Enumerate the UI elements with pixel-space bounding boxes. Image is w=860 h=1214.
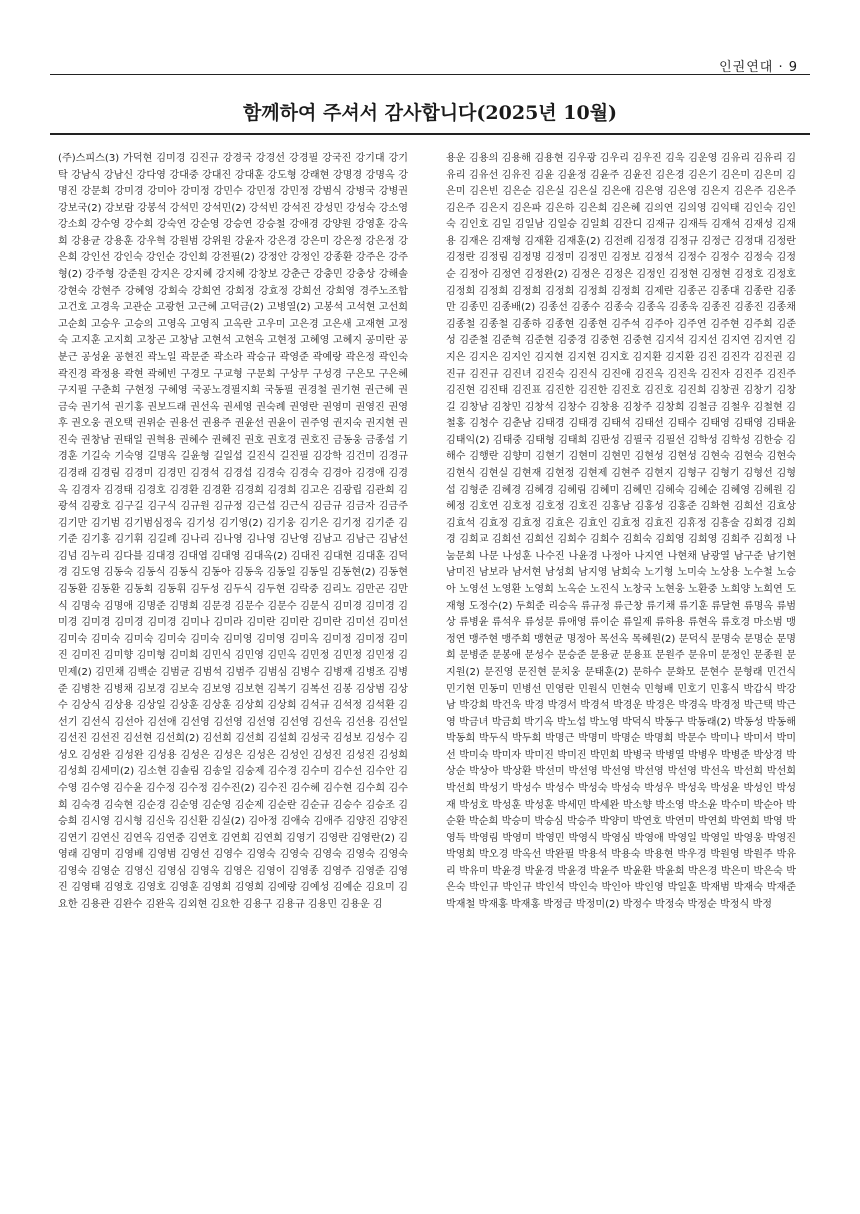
page-header: 인권연대 · 9 — [719, 60, 798, 75]
page-title: 함께하여 주셔서 감사합니다(2025년 10월) — [242, 102, 618, 124]
donor-list-left-column: (주)스피스(3) 가덕현 김미경 김진규 강경국 강경선 강경필 강국진 강기대 강기탁 강남식 강남신 강다영 강대중 강대진 강대훈 강도형 강래현 강명경 강명옥 강명진 강문회 강미경 강미아 강미정 강민수 강민정 강민정 강범식 강병국 강병권 강보국(2) 강보람 강봉석 강석민 강석민(2) 강석빈 강석진 강성민 강성숙 강소영 강소희 강수영 강수희 강숙연 강순영 강승연 강승철 강애경 강양원 강영훈 강옥희 강용균 강용훈 강우혁 강원범 강위원 강윤자 강은경 강은미 강은정 강은정 강은희 강인선 강인숙 강인순 강인회 강전필(2) 강정안 강정인 강종환 강주은 강주형(2) 강주형 강준원 강지은 강지혜 강지혜 강창보 강춘근 강충민 강충상 강해솔 강현숙 강현주 강혜영 강회숙 강희연 강희정 강효정 강희선 강희영 경주노조합 고건호 고경욱 고관순 고광헌 고근혜 고덕금(2) 고병열(2) 고봉석 고석현 고선희 고순희 고승우 고승의 고영옥 고영직 고옥란 고우미 고은경 고은새 고재현 고정숙 고지훈 고지희 고창곤 고창남 고현석 고현옥 고현정 고혜영 고혜지 공미란 공분근 공성윤 공현진 곽노일 곽문준 곽소라 곽승규 곽영준 곽예랑 곽은정 곽인숙 곽진경 곽정용 곽현 곽혜빈 구경모 구교형 구문회 구상무 구성경 구은모 구은혜 구지필 구춘희 구현정 구혜영 국공노경필지회 국동필 권경철 권기현 권근혜 권금숙 권기석 권기홍 권보드래 권선옥 권세영 권숙례 권영란 권영미 권영진 권영후 권오웅 권오택 권위순 권용선 권용주 권윤선 권윤이 권주영 권지숙 권지현 권진숙 권창남 권태일 권혁용 권혜수 권혜진 권호 권호경 권호진 금동웅 금종섭 기경훈 기길숙 기숙영 길명옥 길윤형 길일섭 길진식 길진필 김강학 김건미 김경규 김경래 김경림 김경미 김경민 김경석 김경섭 김경숙 김경숙 김경아 김경애 김경옥 김경자 김경태 김경호 김경환 김경환 김경희 김경희 김고은 김광립 김관희 김광석 김광호 김구길 김구식 김규원 김규정 김근섭 김근식 김금규 김금자 김금주 김기만 김기범 김기범심정옥 김기성 김기영(2) 김기웅 김기은 김기정 김기준 김기준 김기홍 김기휘 김길례 김나리 김나영 김나영 김난영 김남고 김남근 김남선 김넘 김누리 김다블 김대경 김대엽 김대영 김대옥(2) 김대진 김대현 김대훈 김덕경 김도영 김동숙 김동식 김동식 김동아 김동욱 김동일 김동일 김동현(2) 김동현 김동환 김동환 김동회 김동휘 김두성 김두식 김두현 김락중 김리노 김만곤 김만식 김명숙 김명애 김명준 김명희 김문경 김문수 김문수 김문식 김미경 김미경 김미경 김미경 김미경 김미경 김미나 김미라 김미란 김미란 김미란 김미선 김미선 김미숙 김미숙 김미숙 김미숙 김미숙 김미영 김미영 김미옥 김미정 김미정 김미진 김미진 김미향 김미형 김미희 김민식 김민영 김민옥 김민정 김민정 김민정 김민제(2) 김민채 김백순 김범균 김범석 김범주 김범심 김병수 김병재 김병조 김병준 김병찬 김병채 김보경 김보숙 김보영 김보현 김복기 김복선 김봉 김상범 김상수 김상식 김상용 김상일 김상훈 김상훈 김상희 김상희 김석규 김석정 김석환 김선기 김선식 김선아 김선애 김선영 김선영 김선영 김선영 김선옥 김선용 김선일 김선진 김선진 김선현 김선희(2) 김선희 김선희 김설희 김성국 김성보 김성수 김성오 김성완 김성완 김성용 김성은 김성은 김성은 김성인 김성진 김성진 김성희 김성희 김세미(2) 김소현 김솔림 김송일 김숭제 김수경 김수미 김수선 김수안 김수영 김수영 김수윤 김수정 김수정 김수진(2) 김수진 김수혜 김수현 김수희 김수희 김숙경 김숙현 김순경 김순영 김순영 김순제 김순란 김순규 김승수 김승조 김승희 김시영 김시형 김신욱 김신환 김실(2) 김아정 김애숙 김애주 김양진 김양진 김연기 김연신 김연옥 김연중 김연호 김연희 김연희 김영기 김영란 김영란(2) 김영래 김영미 김영배 김영범 김영선 김영수 김영숙 김영숙 김영숙 김영숙 김영숙 김영숙 김영순 김영신 김영심 김영옥 김영은 김영이 김영종 김영주 김영준 김영진 김영태 김영호 김영호 김영훈 김영희 김영희 김예랑 김예성 김예순 김요미 김요한 김용관 김완수 김완옥 김외현 김요한 김용구 김용규 김용민 김용운 김 — [58, 153, 408, 911]
donor-list-right-column: 용운 김용의 김용해 김용현 김우광 김우리 김우진 김욱 김운영 김유리 김유리 김유리 김유선 김유진 김윤 김윤정 김윤주 김윤진 김은경 김은기 김은미 김은미 김은미 김은빈 김은순 김은실 김은실 김은애 김은영 김은영 김은지 김은주 김은주 김은주 김은지 김은파 김은하 김은희 김은혜 김의연 김의영 김익태 김인숙 김인숙 김인호 김일 김일남 김일승 김일희 김잔디 김재규 김재득 김재석 김재성 김재용 김재은 김재형 김재환 김재훈(2) 김전례 김정경 김정규 김정근 김정대 김정란 김정란 김정림 김정명 김정미 김정민 김정보 김정석 김정수 김정수 김정숙 김정순 김정아 김정연 김정완(2) 김정은 김정은 김정인 김정현 김정현 김정호 김정호 김정희 김정희 김정희 김정희 김정희 김정희 김제란 김종곤 김종대 김종란 김종만 김종민 김종배(2) 김종선 김종수 김종숙 김종옥 김종욱 김종진 김종진 김종채 김종철 김종철 김종하 김종현 김종현 김주석 김주아 김주연 김주현 김주희 김준성 김준철 김준혁 김준현 김중경 김중현 김중현 김지석 김지선 김지연 김지연 김지은 김지은 김지인 김지현 김지현 김지호 김지환 김지환 김진 김진각 김진권 김진규 김진규 김진녀 김진숙 김진식 김진애 김진옥 김진욱 김진자 김진주 김진주 김진현 김진태 김진표 김진한 김진한 김진호 김진호 김진희 김창권 김창기 김창길 김창남 김창민 김창석 김창수 김창용 김창주 김창희 김철금 김철우 김철현 김철홍 김청수 김춘남 김태경 김태경 김태석 김태선 김태수 김태영 김태영 김태윤 김태익(2) 김태중 김태형 김태희 김판성 김필국 김필선 김학성 김학성 김한승 김해수 김행란 김향미 김현기 김현미 김현민 김현성 김현성 김현숙 김현숙 김현숙 김현식 김현실 김현재 김현정 김현제 김현주 김현지 김형구 김형기 김형선 김형섭 김형준 김혜경 김혜경 김혜림 김혜미 김혜민 김혜숙 김혜순 김혜영 김혜원 김혜정 김호연 김호정 김호정 김호진 김홍남 김홍성 김홍준 김화현 김희선 김효상 김효석 김효정 김효정 김효은 김효인 김효정 김효진 김휴정 김흥술 김희경 김희경 김희교 김희선 김희선 김희수 김희수 김희숙 김희영 김희영 김희주 김희정 나눔문희 나문 나성훈 나수진 나윤경 나정아 나지연 나현채 남광열 남구준 남기현 남미진 남보라 남서현 남성희 남지영 남희숙 노기형 노미숙 노상용 노수철 노승아 노영선 노영환 노영희 노옥순 노진식 노창국 노현웅 노환중 노희양 노희연 도재형 도정수(2) 두희준 리승옥 류규정 류근창 류기채 류기훈 류달현 류명옥 류범상 류병윤 류석우 류성문 류애영 류이순 류일제 류하용 류현옥 류호경 마소범 맹정연 맹주현 맹주희 맹현균 명정아 목선옥 목혜원(2) 문덕식 문명숙 문명순 문명희 문병준 문봉애 문성수 문승준 문용균 문용표 문원주 문유미 문정인 문종원 문지원(2) 문진영 문진현 문치웅 문태훈(2) 문하수 문화모 문현수 문형래 민건식 민기현 민동미 민병선 민영란 민원식 민현숙 민형배 민호기 민홍식 박갑식 박강남 박강희 박건욱 박경 박경서 박경석 박경운 박경은 박경옥 박경정 박근택 박근영 박금녀 박금희 박기옥 박노섭 박노영 박덕식 박동구 박동래(2) 박동성 박동해 박동희 박두식 박두희 박명근 박명미 박명순 박명희 박문수 박미나 박미서 박미선 박미숙 박미자 박미진 박미진 박민희 박병국 박병열 박병우 박병준 박상경 박상순 박상아 박상환 박선미 박선영 박선영 박선영 박선영 박선옥 박선희 박선희 박선희 박성기 박성수 박성수 박성숙 박성숙 박성우 박성욱 박성윤 박성인 박성재 박성호 박성훈 박성훈 박세민 박세완 박소향 박소영 박소윤 박수미 박순아 박순환 박순희 박승미 박승심 박승주 박양미 박연호 박연미 박연희 박연희 박영 박영득 박영림 박영미 박영민 박영식 박영심 박영애 박영일 박영일 박영웅 박영진 박영희 박오경 박옥선 박완필 박용석 박용숙 박용현 박우경 박원영 박원주 박유리 박유미 박윤경 박윤경 박윤경 박윤주 박윤환 박윤희 박은경 박은미 박은숙 박은숙 박인규 박인규 박인석 박인숙 박인아 박인영 박일훈 박재범 박재숙 박재준 박재철 박재홍 박재홍 박정금 박정미(2) 박정수 박정숙 박정순 박정식 박정 — [446, 153, 796, 911]
title-divider — [50, 133, 810, 135]
header-divider — [50, 74, 810, 75]
